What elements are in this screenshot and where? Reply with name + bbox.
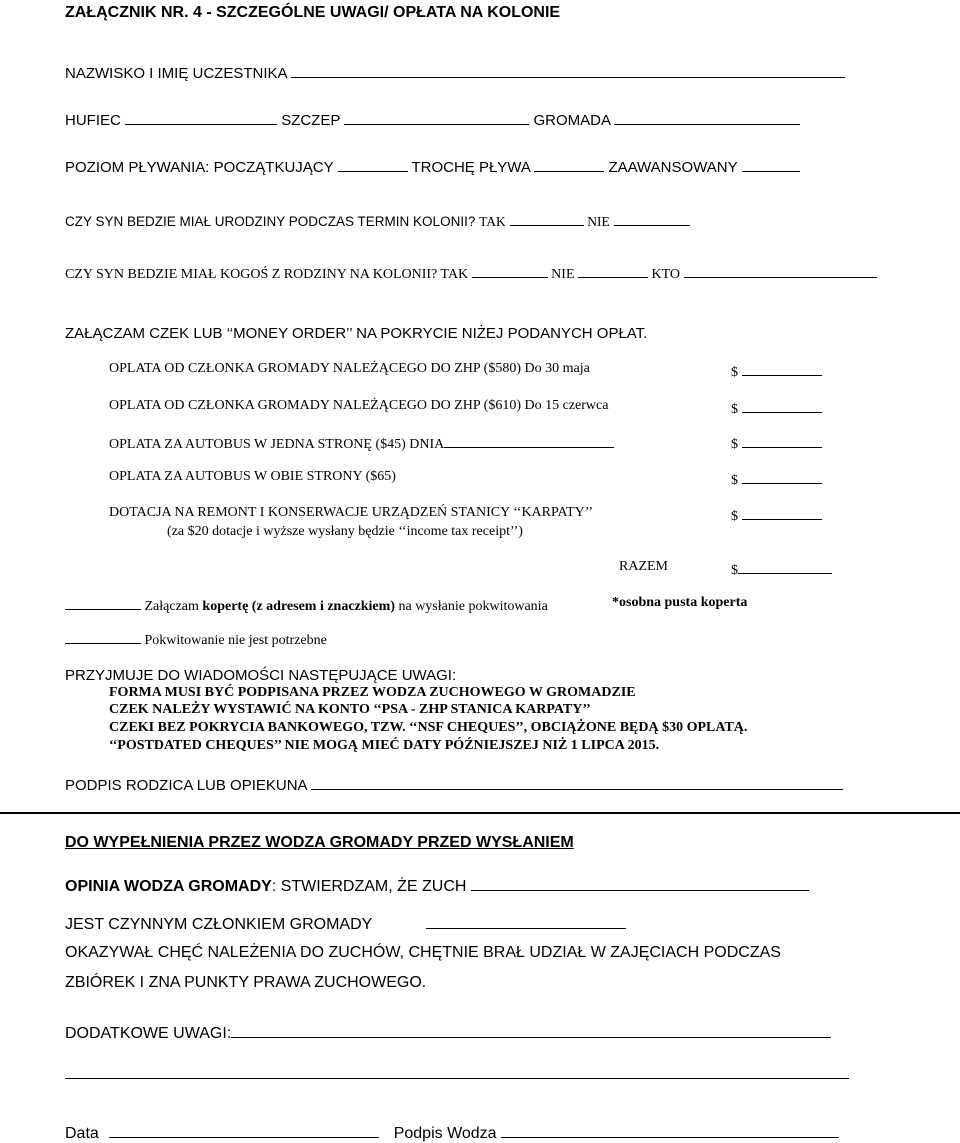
currency-symbol: $ <box>731 509 738 524</box>
relative-row <box>65 263 877 283</box>
envelope-bold: kopertę (z adresem i znaczkiem) <box>202 599 395 614</box>
swim-some-field[interactable] <box>534 157 604 172</box>
currency-symbol: $ <box>731 402 738 417</box>
fee-amount-row <box>731 469 822 489</box>
relative-who-field[interactable] <box>684 263 877 278</box>
participant-name-field[interactable] <box>291 63 845 78</box>
attach-note: ZAŁĄCZAM CZEK LUB ‘‘MONEY ORDER’’ NA POKRYCIE NIŻEJ PODANYCH OPŁAT. <box>65 325 648 342</box>
fee-amount-field[interactable] <box>742 361 822 376</box>
cub-name-field[interactable] <box>471 876 809 891</box>
fee-label: DOTACJA NA REMONT I KONSERWACJE URZĄDZEŃ STANICY ‘‘KARPATY’’ <box>109 505 594 520</box>
relative-yes-field[interactable] <box>472 263 548 278</box>
fee-row <box>109 433 614 453</box>
fee-amount-field[interactable] <box>742 469 822 484</box>
leader-signature-label: Podpis Wodza <box>393 1125 497 1142</box>
extra-notes-line[interactable] <box>65 1078 849 1079</box>
date-label: Data <box>65 1125 99 1142</box>
receipt-row <box>65 629 327 649</box>
notes-line: FORMA MUSI BYĆ PODPISANA PRZEZ WODZA ZUCHOWEGO W GROMADZIE <box>109 685 636 700</box>
relative-yes-label: TAK <box>440 267 469 282</box>
leader-signature-field[interactable] <box>501 1123 839 1138</box>
fee-amount-row <box>731 361 822 381</box>
currency-symbol: $ <box>731 437 738 452</box>
fee-label: OPLATA ZA AUTOBUS W JEDNA STRONĘ ($45) DNIA <box>109 437 445 452</box>
swim-beginner-field[interactable] <box>338 157 408 172</box>
notes-heading: PRZYJMUJE DO WIADOMOŚCI NASTĘPUJĄCE UWAGI: <box>65 667 457 684</box>
birthday-row <box>65 211 690 230</box>
total-amount-row <box>731 559 832 579</box>
fee-amount-row <box>731 433 822 453</box>
desire-line: OKAZYWAŁ CHĘĆ NALEŻENIA DO ZUCHÓW, CHĘTNIE BRAŁ UDZIAŁ W ZAJĘCIACH PODCZAS <box>65 944 781 961</box>
szczep-field[interactable] <box>344 110 529 125</box>
currency-symbol: $ <box>731 563 738 578</box>
swim-level-label: POZIOM PŁYWANIA: POCZĄTKUJĄCY <box>65 159 334 176</box>
fee-amount-field[interactable] <box>742 398 822 413</box>
gromada-field[interactable] <box>614 110 800 125</box>
participant-name-row <box>65 63 845 82</box>
envelope-prefix: Załączam <box>144 599 199 614</box>
fee-label: OPLATA OD CZŁONKA GROMADY NALEŻĄCEGO DO ZHP ($580) Do 30 maja <box>109 361 590 376</box>
currency-symbol: $ <box>731 473 738 488</box>
birthday-yes-field[interactable] <box>510 211 584 226</box>
page-title: ZAŁĄCZNIK NR. 4 - SZCZEGÓLNE UWAGI/ OPŁATA NA KOLONIE <box>65 4 561 21</box>
total-label: RAZEM <box>619 559 668 574</box>
extra-notes-label: DODATKOWE UWAGI: <box>65 1025 232 1042</box>
envelope-suffix: na wysłanie pokwitowania <box>398 599 548 614</box>
receipt-not-needed: Pokwitowanie nie jest potrzebne <box>144 633 327 648</box>
opinion-row <box>65 876 809 896</box>
swim-level-row <box>65 157 800 176</box>
opinion-bold: OPINIA WODZA GROMADY <box>65 878 272 895</box>
swim-advanced-field[interactable] <box>742 157 800 172</box>
envelope-check-field[interactable] <box>65 595 141 610</box>
fee-amount-field[interactable] <box>742 433 822 448</box>
relative-who-label: KTO <box>651 267 681 282</box>
fee-label: OPLATA ZA AUTOBUS W OBIE STRONY ($65) <box>109 469 396 484</box>
active-member-label: JEST CZYNNYM CZŁONKIEM GROMADY <box>65 916 372 933</box>
szczep-label: SZCZEP <box>281 112 341 129</box>
parent-signature-label: PODPIS RODZICA LUB OPIEKUNA <box>65 777 307 794</box>
swim-advanced-label: ZAAWANSOWANY <box>608 159 738 176</box>
parent-signature-row <box>65 775 843 794</box>
extra-notes-row <box>65 1023 831 1043</box>
donation-note: (za $20 dotacje i wyższe wysłany będzie ‘‘income tax receipt’’) <box>167 524 523 539</box>
relative-no-label: NIE <box>551 267 575 282</box>
participant-name-label: NAZWISKO I IMIĘ UCZESTNIKA <box>65 65 287 82</box>
total-amount-field[interactable] <box>738 559 832 574</box>
signature-row <box>65 1123 839 1143</box>
birthday-no-field[interactable] <box>614 211 690 226</box>
swim-some-label: TROCHĘ PŁYWA <box>411 159 531 176</box>
birthday-question: CZY SYN BEDZIE MIAŁ URODZINY PODCZAS TERMIN KOLONII? <box>65 214 476 229</box>
notes-line: CZEK NALEŻY WYSTAWIĆ NA KONTO ‘‘PSA - ZHP STANICA KARPATY’’ <box>109 702 591 717</box>
fee-amount-row <box>731 398 822 418</box>
unit-row <box>65 110 800 129</box>
desire-line: ZBIÓREK I ZNA PUNKTY PRAWA ZUCHOWEGO. <box>65 974 427 991</box>
birthday-yes-label: TAK <box>479 214 506 229</box>
envelope-note: *osobna pusta koperta <box>612 595 748 610</box>
notes-line: ‘‘POSTDATED CHEQUES’’ NIE MOGĄ MIEĆ DATY PÓŹNIEJSZEJ NIŻ 1 LIPCA 2015. <box>109 738 660 753</box>
bus-date-field[interactable] <box>444 433 614 448</box>
leader-heading: DO WYPEŁNIENIA PRZEZ WODZA GROMADY PRZED WYSŁANIEM <box>65 834 574 851</box>
date-field[interactable] <box>109 1123 379 1138</box>
fee-label: OPLATA OD CZŁONKA GROMADY NALEŻĄCEGO DO ZHP ($610) Do 15 czerwca <box>109 398 609 413</box>
relative-no-field[interactable] <box>578 263 648 278</box>
extra-notes-field[interactable] <box>231 1023 831 1038</box>
receipt-check-field[interactable] <box>65 629 141 644</box>
currency-symbol: $ <box>731 365 738 380</box>
opinion-rest: : STWIERDZAM, ŻE ZUCH <box>271 878 467 895</box>
envelope-row <box>65 595 548 615</box>
active-member-row <box>65 914 626 934</box>
gromada-label: GROMADA <box>533 112 611 129</box>
notes-line: CZEKI BEZ POKRYCIA BANKOWEGO, TZW. ‘‘NSF CHEQUES’’, OBCIĄŻONE BĘDĄ $30 OPLATĄ. <box>109 720 748 735</box>
active-member-field[interactable] <box>426 914 626 929</box>
relative-question: CZY SYN BEDZIE MIAŁ KOGOŚ Z RODZINY NA KOLONII? <box>65 267 438 282</box>
section-divider <box>0 812 960 814</box>
birthday-no-label: NIE <box>587 214 610 229</box>
hufiec-label: HUFIEC <box>65 112 121 129</box>
fee-amount-row <box>731 505 822 525</box>
hufiec-field[interactable] <box>125 110 277 125</box>
parent-signature-field[interactable] <box>311 775 843 790</box>
fee-amount-field[interactable] <box>742 505 822 520</box>
